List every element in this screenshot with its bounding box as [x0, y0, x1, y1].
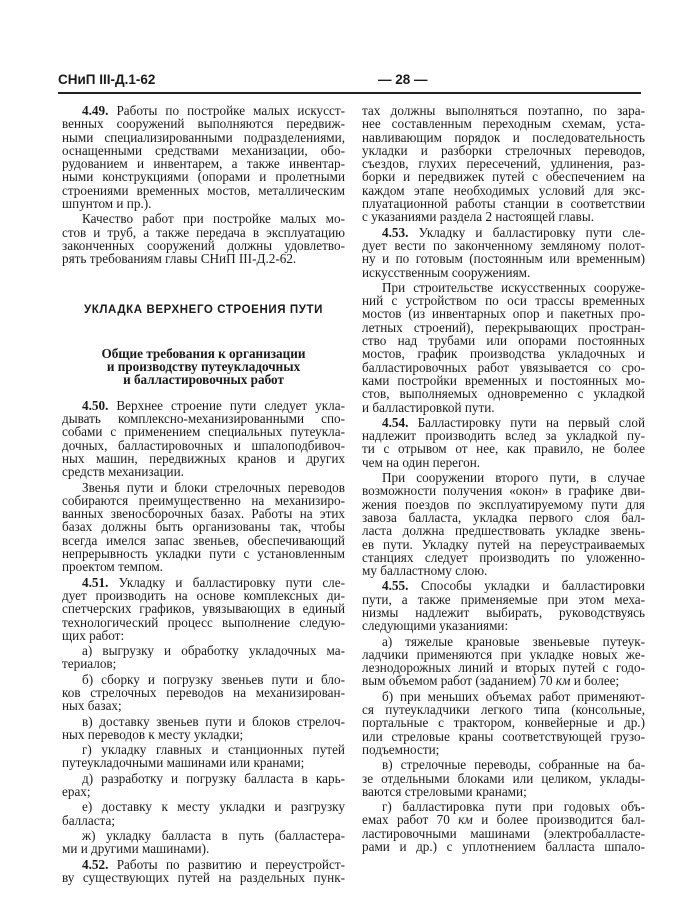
list-item — [62, 800, 345, 827]
text-line — [362, 716, 645, 729]
text-line — [62, 772, 345, 785]
list-item — [362, 690, 645, 756]
text-line — [362, 538, 645, 551]
text-line — [62, 520, 345, 533]
text-line — [362, 674, 645, 687]
line-text: пути, а также применяемые при этом меха- — [362, 591, 645, 607]
text-line — [362, 361, 645, 374]
text-line — [362, 785, 645, 798]
subsection-title-line: и производству путеукладочных — [106, 359, 301, 375]
text-line — [362, 401, 645, 414]
text-line — [362, 564, 645, 577]
clause-number: 4.50. — [82, 397, 109, 413]
text-line — [62, 399, 345, 412]
line-text: каждом этапе необходимых условий для экс- — [362, 182, 645, 198]
line-text: ных переводов к месту укладки; — [62, 726, 244, 742]
text-line — [62, 715, 345, 728]
text-line — [362, 606, 645, 619]
text-line — [362, 307, 645, 320]
line-text: надлежит производить вслед за укладкой пу- — [362, 428, 645, 444]
line-text: и балластировкой пути. — [362, 399, 495, 415]
line-text: ж) укладку балласта в путь (балластера- — [82, 827, 345, 843]
paragraph-quality — [62, 212, 345, 265]
text-line — [362, 800, 645, 813]
text-line — [62, 644, 345, 657]
line-text: дует вести по законченному земляному полот- — [362, 237, 645, 253]
text-line — [362, 442, 645, 455]
text-line — [62, 170, 345, 183]
clause-number: 4.49. — [82, 103, 109, 118]
list-item — [362, 758, 645, 798]
document-code: СНиП III-Д.1-62 — [58, 72, 156, 87]
text-line — [362, 252, 645, 265]
text-line — [362, 334, 645, 347]
text-line — [62, 686, 345, 699]
line-text: ных машин, передвижных кранов и других — [62, 450, 345, 466]
paragraph-second-track — [362, 471, 645, 577]
line-text: собами с применением специальных путеукла- — [62, 424, 345, 440]
clause-4-53 — [362, 226, 645, 279]
header-rule — [58, 92, 641, 94]
text-line — [362, 226, 645, 239]
line-text: съездов, глухих пересечений, удлинения, раз- — [362, 156, 645, 172]
list-item — [362, 635, 645, 688]
text-line — [362, 648, 645, 661]
text-line — [62, 657, 345, 670]
line-text: чем на один перегон. — [362, 454, 481, 470]
text-line — [62, 212, 345, 225]
line-text: ну и по готовым (постоянным или временным) — [362, 251, 645, 267]
line-text: проектом темпом. — [62, 559, 164, 575]
line-text: завоза балласта, укладка первого слоя бал- — [362, 509, 645, 525]
line-text: вым объемом работ (заданием) 70 км и более; — [362, 673, 620, 689]
text-line — [362, 635, 645, 648]
text-line — [362, 456, 645, 469]
line-text: При сооружении второго пути, в случае — [382, 470, 645, 486]
text-line — [362, 758, 645, 771]
line-text: оснащенными средствами механизации, обо- — [62, 142, 345, 158]
text-line — [62, 858, 345, 871]
line-text: а) выгрузку и обработку укладочных ма- — [82, 643, 345, 659]
line-text: дочных, балластировочных и шпалоподбивоч- — [62, 437, 345, 453]
line-text: ванных звеносборочных базах. Работы на этих — [62, 506, 345, 522]
text-line — [62, 871, 345, 884]
line-text: ных базах; — [62, 698, 122, 714]
text-line — [62, 157, 345, 170]
line-text: му балластному слою. — [362, 563, 488, 579]
left-column — [62, 104, 345, 886]
line-text: Укладку и балластировку пути сле- — [118, 574, 345, 590]
line-text: Верхнее строение пути следует укла- — [116, 397, 345, 413]
line-text: териалов; — [62, 656, 117, 672]
line-text: или стреловые краны соответствующей грузо- — [362, 728, 645, 744]
text-line — [362, 730, 645, 743]
line-text: возможности получения «окон» в графике дви- — [362, 483, 645, 499]
subsection-title-line: и балластировочных работ — [123, 372, 284, 388]
text-line — [362, 416, 645, 429]
line-text: б) сборку и погрузку звеньев пути и бло- — [82, 671, 345, 687]
text-line — [362, 619, 645, 632]
text-line — [362, 157, 645, 170]
text-line — [62, 728, 345, 741]
text-line — [62, 452, 345, 465]
line-text: ками постройки временных и постоянных мо- — [362, 372, 645, 388]
text-line — [62, 481, 345, 494]
list-item — [62, 772, 345, 799]
line-text: путеукладочными машинами или кранами; — [62, 755, 305, 771]
line-text: ство над трубами или опорами постоянных — [362, 333, 645, 349]
text-line — [62, 534, 345, 547]
text-line — [62, 507, 345, 520]
text-line — [62, 800, 345, 813]
text-line — [362, 321, 645, 334]
text-line — [362, 827, 645, 840]
line-text: Работы по постройке малых искусст- — [116, 103, 346, 118]
text-line — [62, 547, 345, 560]
text-line — [362, 374, 645, 387]
text-line — [362, 743, 645, 756]
list-item — [362, 800, 645, 853]
text-line — [362, 551, 645, 564]
line-text: нее составленным переходным схемам, уста- — [362, 116, 645, 132]
paragraph-bridges — [362, 281, 645, 414]
clause-number: 4.52. — [82, 856, 109, 872]
line-text: ний с устройством по оси трассы временных — [362, 293, 645, 309]
line-text: щих работ: — [62, 627, 125, 643]
text-line — [62, 425, 345, 438]
text-line — [62, 226, 345, 239]
line-text: летных строений), перекрывающих простран- — [362, 319, 645, 335]
line-text: Способы укладки и балластировки — [420, 578, 645, 594]
line-text: средств механизации. — [62, 464, 184, 480]
clause-4-52 — [62, 858, 345, 885]
line-text: д) разработку и погрузку балласта в карь- — [82, 770, 345, 786]
list-item — [62, 644, 345, 671]
line-text: ными специализированными подразделениями, — [62, 129, 345, 145]
text-line — [62, 252, 345, 265]
text-line — [62, 785, 345, 798]
text-line — [362, 266, 645, 279]
clause-4-49 — [62, 104, 345, 210]
line-text: стов и труб, а также передача в эксплуатацию — [62, 224, 345, 240]
text-line — [362, 144, 645, 157]
page-number: — 28 — — [378, 72, 428, 87]
line-text: портальные с трактором, конвейерные и др.) — [362, 715, 645, 731]
text-line — [62, 842, 345, 855]
text-line — [62, 589, 345, 602]
text-line — [62, 144, 345, 157]
text-line — [362, 840, 645, 853]
line-text: ти с отрывом от нее, как правило, не более — [362, 441, 645, 457]
line-text: низмы надлежит выбирать, руководствуясь — [362, 604, 645, 620]
line-text: балластировочных работ увязывается со сро- — [362, 359, 645, 375]
text-line — [362, 498, 645, 511]
line-text: ся путеукладчики легкого типа (консольные, — [362, 702, 645, 718]
line-text: технологический процесс выполнение следую- — [62, 614, 345, 630]
text-line — [62, 117, 345, 130]
text-line — [62, 616, 345, 629]
line-text: Укладку и балластировку пути сле- — [418, 224, 645, 240]
clause-4-50 — [62, 399, 345, 479]
line-text: Качество работ при постройке малых мо- — [82, 211, 345, 227]
line-text: ласта должна предшествовать укладке звень- — [362, 523, 645, 539]
text-line — [362, 511, 645, 524]
line-text: плуатационной работы станции в соответствии — [362, 196, 645, 212]
text-line — [362, 813, 645, 826]
text-line — [62, 743, 345, 756]
line-text: Работы по развитию и переустройст- — [116, 856, 345, 872]
line-text: балласта; — [62, 812, 115, 828]
subsection-title — [62, 347, 345, 387]
list-item — [62, 715, 345, 742]
line-text: емах работ 70 км и более производится бал- — [362, 812, 645, 828]
line-text: стов, выполняемых одновременно с укладкой — [362, 386, 645, 402]
text-line — [62, 104, 345, 117]
line-text: тах должны выполняться поэтапно, по зара- — [362, 103, 645, 118]
text-line — [62, 412, 345, 425]
text-line — [362, 184, 645, 197]
clause-4-54 — [362, 416, 645, 469]
text-line — [62, 576, 345, 589]
line-text: Балластировку пути на первый слой — [417, 414, 646, 430]
text-line — [362, 117, 645, 130]
text-line — [362, 281, 645, 294]
text-line — [362, 772, 645, 785]
text-line — [362, 524, 645, 537]
clause-4-52-continued — [362, 104, 645, 224]
text-line — [362, 294, 645, 307]
right-column — [362, 104, 645, 855]
line-text: в) стрелочные переводы, собранные на ба- — [382, 757, 645, 773]
list-item — [62, 829, 345, 856]
text-line — [62, 239, 345, 252]
line-text: ваются стреловыми кранами; — [362, 783, 527, 799]
line-text: всегда имелся запас звеньев, обеспечивающий — [62, 532, 345, 548]
text-line — [62, 756, 345, 769]
line-text: подъемности; — [362, 741, 440, 757]
clause-number: 4.54. — [382, 414, 409, 430]
line-text: а) тяжелые крановые звеньевые путеук- — [382, 633, 645, 649]
line-text: При строительстве искусственных сооруже- — [382, 279, 645, 295]
line-text: жения поездов по эксплуатируемому пути для — [362, 496, 645, 512]
text-line — [362, 579, 645, 592]
line-text: Звенья пути и блоки стрелочных переводов — [82, 479, 345, 495]
line-text: ными конструкциями (опорами и пролетными — [62, 169, 345, 185]
clause-number: 4.51. — [82, 574, 109, 590]
text-line — [62, 829, 345, 842]
text-line — [362, 387, 645, 400]
line-text: собираются преимущественно на механизиро- — [62, 492, 345, 508]
line-text: станциях следует производить по уложенно- — [362, 549, 645, 565]
line-text: борки и передвижек путей с обеспечением на — [362, 169, 645, 185]
text-line — [362, 484, 645, 497]
line-text: навливающим порядок и последовательность — [362, 129, 645, 145]
text-line — [62, 673, 345, 686]
line-text: е) доставку к месту укладки и разгрузку — [82, 799, 345, 815]
list-item — [62, 673, 345, 713]
text-line — [62, 560, 345, 573]
line-text: б) при меньших объемах работ применяют- — [382, 688, 645, 704]
text-line — [362, 471, 645, 484]
line-text: следующими указаниями: — [362, 618, 509, 634]
line-text: ву существующих путей на раздельных пунк- — [62, 869, 345, 885]
line-text: искусственным сооружениям. — [362, 264, 531, 280]
text-line — [362, 210, 645, 223]
page-header — [58, 72, 640, 92]
line-text: зе отдельными блоками или целиком, уклады- — [362, 770, 645, 786]
line-text: мостов, график производства укладочных и — [362, 346, 645, 362]
subsection-title-line: Общие требования к организации — [101, 345, 306, 361]
clause-number: 4.53. — [382, 224, 409, 240]
text-line — [362, 197, 645, 210]
text-line — [362, 131, 645, 144]
text-line — [62, 184, 345, 197]
clause-number: 4.55. — [382, 578, 409, 594]
line-text: строениями временных мостов, металлическим — [62, 182, 345, 198]
text-line — [362, 104, 645, 117]
line-text: непрерывность укладки пути с установленным — [62, 546, 345, 562]
line-text: укладки и разборки стрелочных переводов, — [362, 142, 645, 158]
paragraph-links — [62, 481, 345, 574]
line-text: рять требованиям главы СНиП III-Д.2-62. — [62, 251, 297, 267]
line-text: ми и другими машинами). — [62, 841, 210, 857]
section-title: УКЛАДКА ВЕРХНЕГО СТРОЕНИЯ ПУТИ — [84, 303, 323, 316]
text-line — [362, 661, 645, 674]
text-line — [62, 465, 345, 478]
text-line — [362, 703, 645, 716]
text-line — [62, 439, 345, 452]
line-text: лезнодорожных линий и вторых путей с годо- — [362, 660, 645, 676]
line-text: ластировочными машинами (электробалласте- — [362, 825, 645, 841]
line-text: ладчики применяются при укладке новых же- — [362, 646, 645, 662]
line-text: рудованием и инвентарем, а также инвентар- — [62, 156, 345, 172]
text-line — [362, 593, 645, 606]
text-line — [362, 429, 645, 442]
clause-4-51 — [62, 576, 345, 642]
line-text: ков стрелочных переводов на механизирован- — [62, 684, 345, 700]
line-text: г) балластировка пути при годовых объ- — [382, 799, 645, 815]
text-line — [362, 347, 645, 360]
text-line — [62, 814, 345, 827]
line-text: рами и др.) с уплотнением балласта шпало- — [362, 839, 645, 855]
line-text: шпунтом и пр.). — [62, 196, 152, 212]
text-line — [362, 690, 645, 703]
clause-4-55 — [362, 579, 645, 632]
text-line — [362, 239, 645, 252]
text-line — [62, 699, 345, 712]
list-item — [62, 743, 345, 770]
line-text: в) доставку звеньев пути и блоков стрелоч- — [82, 713, 345, 729]
text-line — [362, 170, 645, 183]
line-text: ерах; — [62, 784, 91, 800]
line-text: венных сооружений выполняются передвиж- — [62, 116, 345, 132]
line-text: ев пути. Укладку путей на переустраиваемых — [362, 536, 645, 552]
text-line — [62, 494, 345, 507]
line-text: г) укладку главных и станционных путей — [82, 742, 345, 758]
text-line — [62, 131, 345, 144]
line-text: дует производить на основе комплексных ди- — [62, 587, 345, 603]
line-text: с указаниями раздела 2 настоящей главы. — [362, 209, 595, 225]
line-text: мостов (из инвентарных опор и пакетных про- — [362, 306, 645, 322]
line-text: спетчерских графиков, увязывающих в единый — [62, 601, 345, 617]
line-text: законченных сооружений должны удовлетво- — [62, 237, 345, 253]
text-line — [62, 197, 345, 210]
line-text: дывать комплексно-механизированными спо- — [62, 411, 345, 427]
text-line — [62, 629, 345, 642]
text-line — [62, 602, 345, 615]
line-text: базах должны быть организованы так, чтобы — [62, 519, 345, 535]
